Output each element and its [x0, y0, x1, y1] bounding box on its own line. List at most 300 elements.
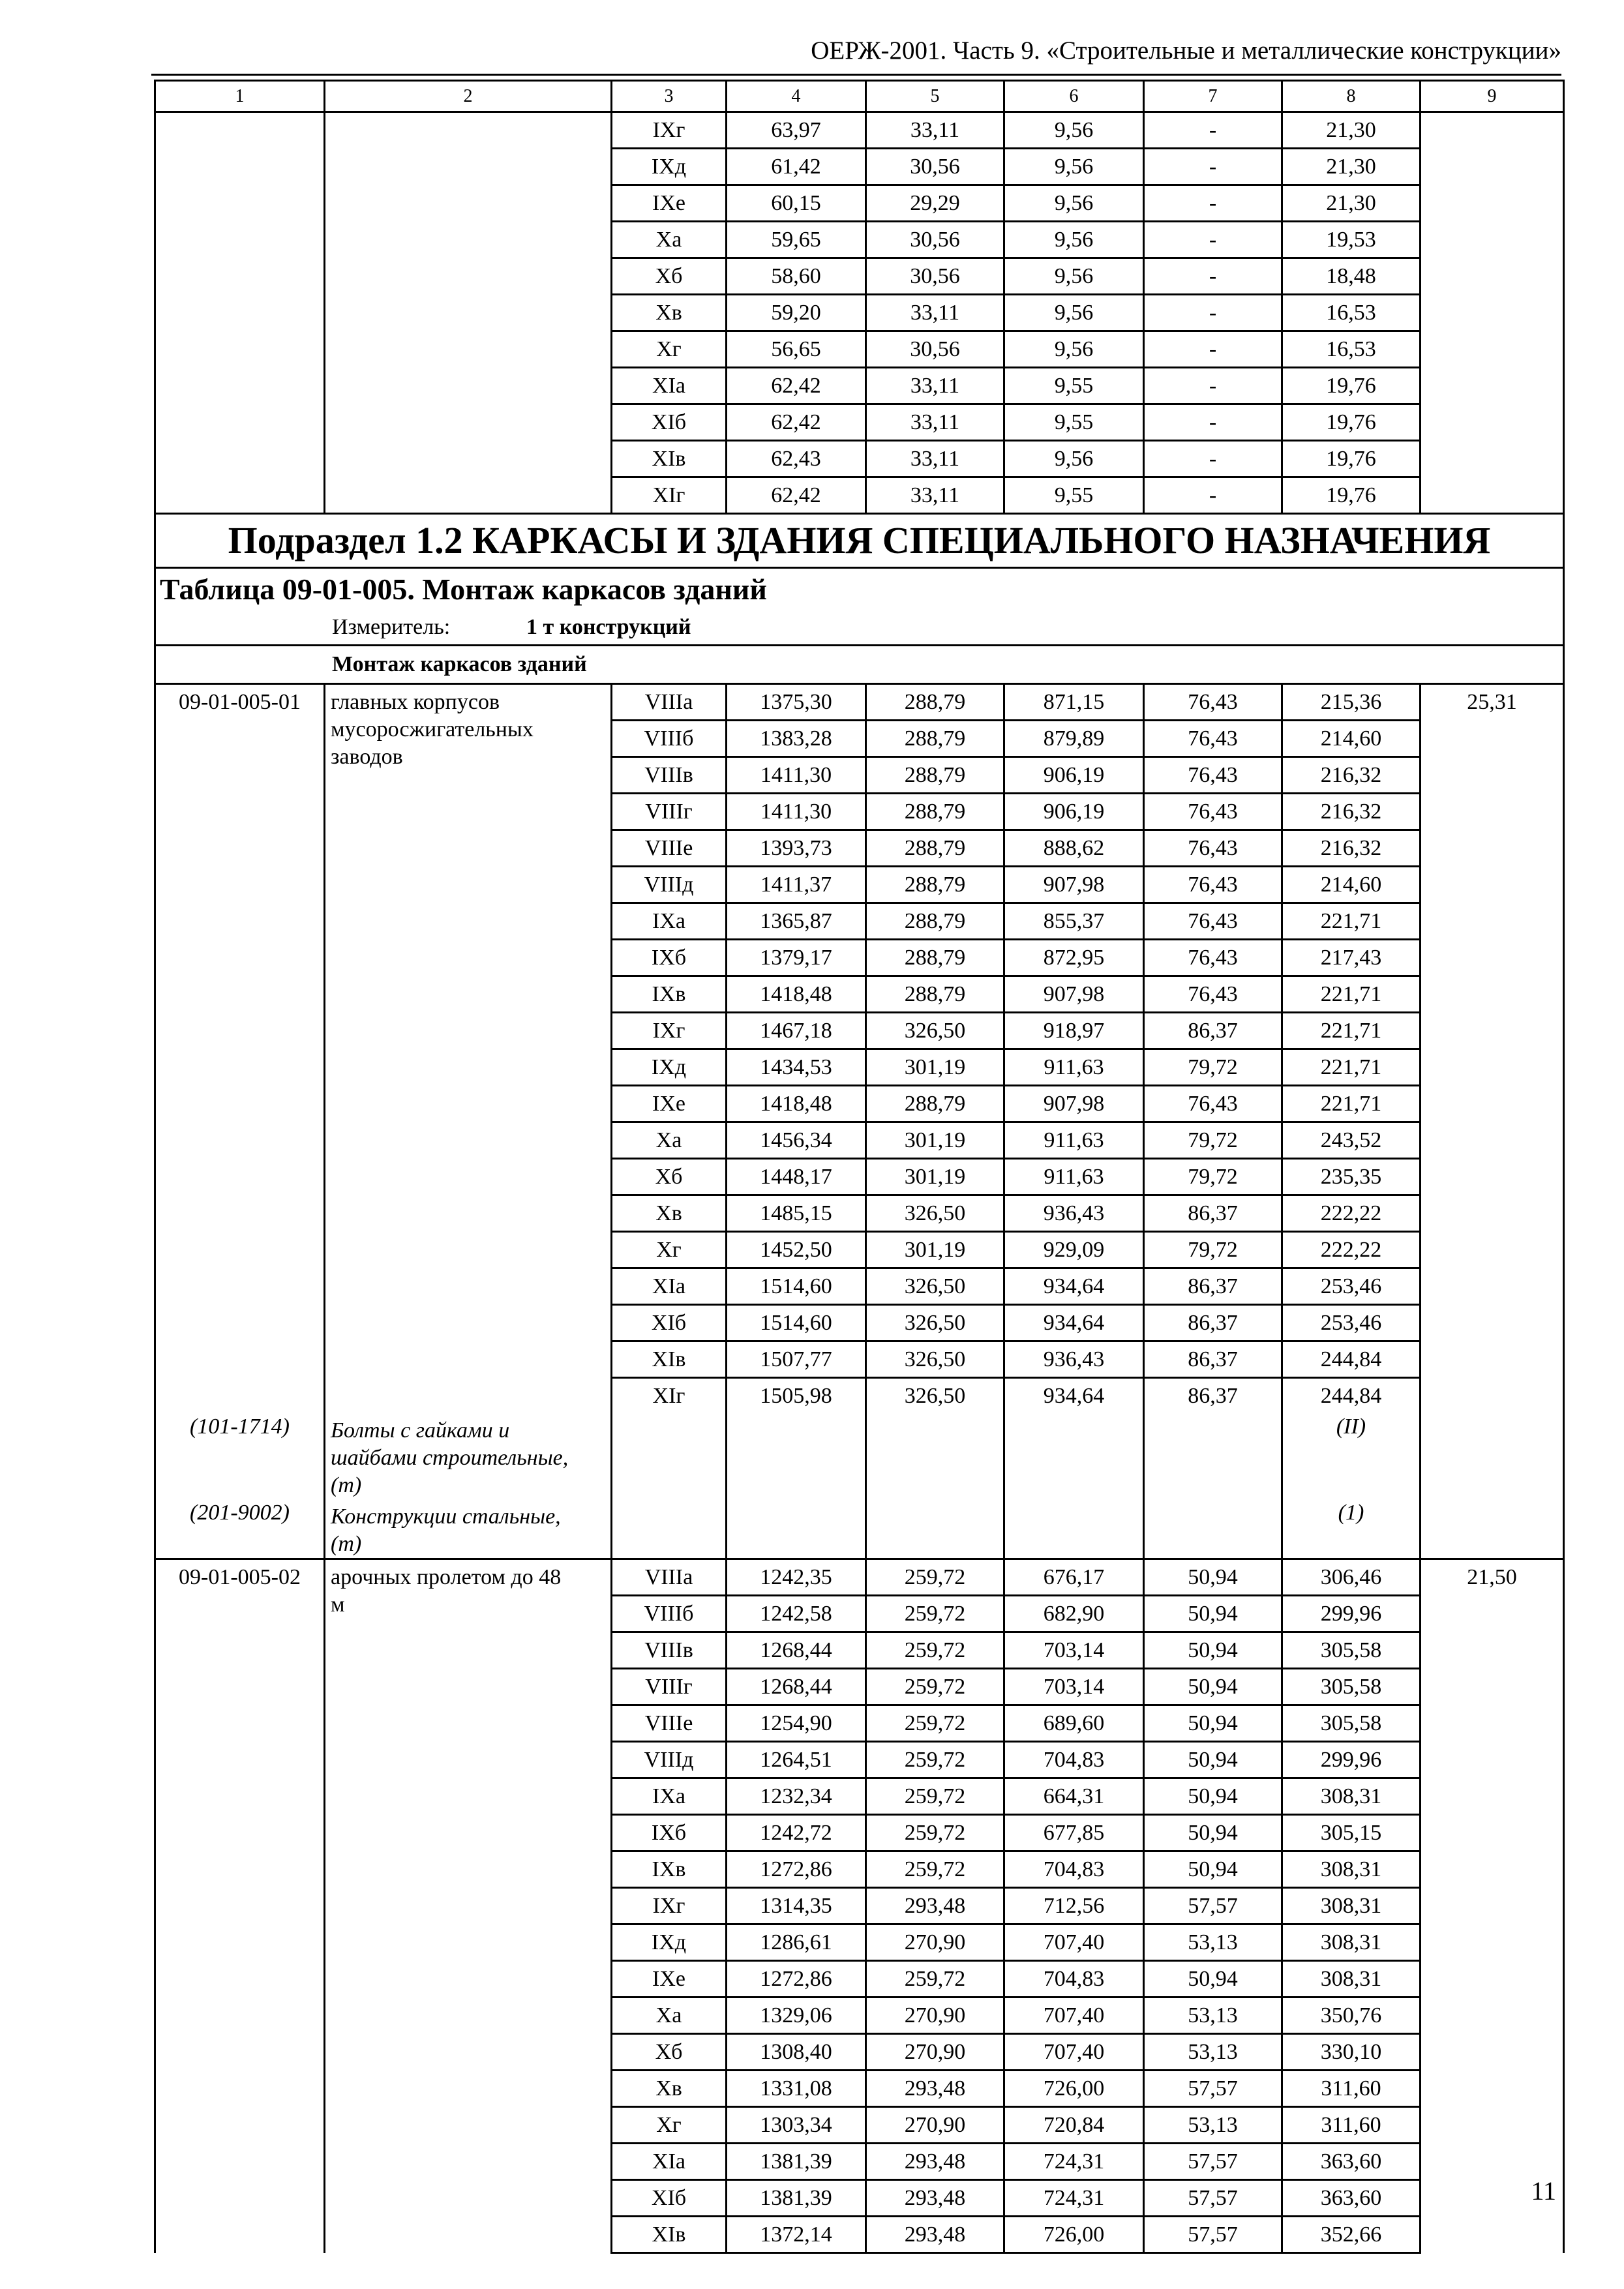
rate-name: [325, 1559, 612, 2253]
value-cell: 21,30: [1282, 112, 1421, 149]
zone-cell: IXе: [612, 1961, 727, 1997]
value-cell: 259,72: [866, 1559, 1004, 1596]
text-line: мусоросжигательных: [331, 717, 534, 741]
empty-cell: [1004, 1499, 1144, 1559]
resource-value: (1): [1282, 1499, 1421, 1559]
rates-table: [154, 80, 1565, 2254]
zone-cell: IXа: [612, 903, 727, 940]
value-cell: 79,72: [1144, 1232, 1282, 1268]
value-cell: 907,98: [1004, 976, 1144, 1013]
zone-cell: Xв: [612, 2071, 727, 2107]
subsection-title: Подраздел 1.2 КАРКАСЫ И ЗДАНИЯ СПЕЦИАЛЬНОГО НАЗНАЧЕНИЯ: [155, 514, 1564, 568]
table-title-row: [155, 568, 1564, 611]
zone-cell: Xв: [612, 1195, 727, 1232]
value-cell: 259,72: [866, 1778, 1004, 1815]
value-cell: 1507,77: [727, 1341, 866, 1378]
value-cell: 60,15: [727, 185, 866, 222]
value-cell: 33,11: [866, 441, 1004, 477]
value-cell: 76,43: [1144, 940, 1282, 976]
value-cell: 1411,30: [727, 794, 866, 830]
zone-cell: XIг: [612, 1378, 727, 1414]
value-cell: 9,56: [1004, 331, 1144, 368]
empty-cell: [866, 1413, 1004, 1499]
value-cell: 288,79: [866, 976, 1004, 1013]
value-cell: 929,09: [1004, 1232, 1144, 1268]
value-cell: 244,84: [1282, 1341, 1421, 1378]
zone-cell: VIIIв: [612, 757, 727, 794]
zone-cell: VIIIб: [612, 721, 727, 757]
value-cell: 33,11: [866, 477, 1004, 514]
value-cell: 707,40: [1004, 1924, 1144, 1961]
value-cell: 9,56: [1004, 295, 1144, 331]
zone-cell: IXг: [612, 112, 727, 149]
value-cell: 288,79: [866, 721, 1004, 757]
table-row: [155, 112, 1564, 149]
value-cell: -: [1144, 112, 1282, 149]
value-cell: 879,89: [1004, 721, 1144, 757]
value-cell: 76,43: [1144, 721, 1282, 757]
value-cell: 33,11: [866, 404, 1004, 441]
value-cell: 57,57: [1144, 2217, 1282, 2253]
zone-cell: VIIIа: [612, 684, 727, 721]
column-number: 1: [155, 81, 325, 112]
value-cell: -: [1144, 441, 1282, 477]
column-number: 5: [866, 81, 1004, 112]
value-cell: 259,72: [866, 1851, 1004, 1888]
value-cell: 222,22: [1282, 1195, 1421, 1232]
group-title-row: [155, 646, 1564, 684]
rate-code: 09-01-005-02: [155, 1559, 325, 2253]
zone-cell: IXб: [612, 940, 727, 976]
value-cell: 288,79: [866, 867, 1004, 903]
zone-cell: XIа: [612, 1268, 727, 1305]
value-cell: 86,37: [1144, 1378, 1282, 1414]
value-cell: 1303,34: [727, 2107, 866, 2144]
resource-name-text: [331, 1499, 610, 1558]
value-cell: 50,94: [1144, 1705, 1282, 1742]
value-cell: 9,55: [1004, 368, 1144, 404]
value-cell: 288,79: [866, 830, 1004, 867]
value-cell: 19,76: [1282, 477, 1421, 514]
rate-code: 09-01-005-01: [155, 684, 325, 1414]
value-cell: 726,00: [1004, 2071, 1144, 2107]
value-cell: 221,71: [1282, 1049, 1421, 1086]
value-cell: -: [1144, 185, 1282, 222]
empty-cell: [866, 1499, 1004, 1559]
value-cell: 19,76: [1282, 441, 1421, 477]
zone-cell: XIв: [612, 1341, 727, 1378]
zone-cell: IXе: [612, 1086, 727, 1122]
value-cell: 1452,50: [727, 1232, 866, 1268]
unit-value: 1 т конструкций: [526, 615, 691, 639]
value-cell: 50,94: [1144, 1632, 1282, 1669]
value-cell: 259,72: [866, 1742, 1004, 1778]
value-cell: 301,19: [866, 1232, 1004, 1268]
value-cell: 288,79: [866, 794, 1004, 830]
zone-cell: Xб: [612, 2034, 727, 2071]
value-cell: 259,72: [866, 1705, 1004, 1742]
value-cell: 308,31: [1282, 1851, 1421, 1888]
rate-name-text: [331, 1560, 610, 1619]
value-cell: 1411,30: [727, 757, 866, 794]
code-cell: [155, 112, 325, 514]
zone-cell: Xб: [612, 1159, 727, 1195]
value-cell: 1418,48: [727, 1086, 866, 1122]
zone-cell: Xа: [612, 1997, 727, 2034]
resource-name: [325, 1413, 612, 1499]
zone-cell: IXв: [612, 1851, 727, 1888]
column-number: 8: [1282, 81, 1421, 112]
value-cell: 682,90: [1004, 1596, 1144, 1632]
text-line: (т): [331, 1532, 362, 1556]
zone-cell: XIб: [612, 404, 727, 441]
value-cell: 311,60: [1282, 2071, 1421, 2107]
value-cell: 253,46: [1282, 1268, 1421, 1305]
empty-cell: [1144, 1499, 1282, 1559]
value-cell: 1381,39: [727, 2180, 866, 2217]
value-cell: 326,50: [866, 1195, 1004, 1232]
value-cell: 871,15: [1004, 684, 1144, 721]
value-cell: 50,94: [1144, 1669, 1282, 1705]
value-cell: 703,14: [1004, 1632, 1144, 1669]
value-cell: 216,32: [1282, 794, 1421, 830]
zone-cell: VIIIд: [612, 867, 727, 903]
value-cell: 911,63: [1004, 1049, 1144, 1086]
value-cell: 308,31: [1282, 1961, 1421, 1997]
value-cell: 936,43: [1004, 1341, 1144, 1378]
value-cell: 57,57: [1144, 2071, 1282, 2107]
zone-cell: IXе: [612, 185, 727, 222]
value-cell: 62,42: [727, 368, 866, 404]
value-cell: 33,11: [866, 368, 1004, 404]
value-cell: 62,42: [727, 404, 866, 441]
page-header: ОЕРЖ-2001. Часть 9. «Строительные и металлические конструкции»: [811, 37, 1561, 65]
value-cell: 214,60: [1282, 721, 1421, 757]
page-number: 11: [1531, 2176, 1556, 2206]
value-cell: 907,98: [1004, 867, 1144, 903]
value-cell: 57,57: [1144, 2144, 1282, 2180]
value-cell: 259,72: [866, 1815, 1004, 1851]
zone-cell: VIIIб: [612, 1596, 727, 1632]
value-cell: 76,43: [1144, 903, 1282, 940]
value-cell: 326,50: [866, 1305, 1004, 1341]
value-cell: 1514,60: [727, 1268, 866, 1305]
value-cell: 872,95: [1004, 940, 1144, 976]
header-rule: [151, 74, 1561, 76]
value-cell: 214,60: [1282, 867, 1421, 903]
value-cell: 216,32: [1282, 757, 1421, 794]
value-cell: 906,19: [1004, 757, 1144, 794]
value-cell: 1314,35: [727, 1888, 866, 1924]
text-line: главных корпусов: [331, 690, 500, 714]
value-cell: 9,56: [1004, 441, 1144, 477]
value-cell: 301,19: [866, 1049, 1004, 1086]
value-cell: 1242,58: [727, 1596, 866, 1632]
value-cell: 330,10: [1282, 2034, 1421, 2071]
value-cell: 299,96: [1282, 1742, 1421, 1778]
zone-cell: XIв: [612, 441, 727, 477]
value-cell: 57,57: [1144, 1888, 1282, 1924]
value-cell: 86,37: [1144, 1268, 1282, 1305]
value-cell: 1331,08: [727, 2071, 866, 2107]
value-cell: 1286,61: [727, 1924, 866, 1961]
col9-value: 21,50: [1421, 1559, 1564, 2253]
value-cell: 326,50: [866, 1268, 1004, 1305]
text-line: м: [331, 1593, 345, 1617]
value-cell: 62,43: [727, 441, 866, 477]
rate-name-text: [331, 685, 610, 771]
value-cell: 934,64: [1004, 1378, 1144, 1414]
value-cell: 305,58: [1282, 1669, 1421, 1705]
value-cell: -: [1144, 295, 1282, 331]
value-cell: -: [1144, 404, 1282, 441]
zone-cell: VIIIг: [612, 1669, 727, 1705]
zone-cell: IXд: [612, 1924, 727, 1961]
value-cell: 86,37: [1144, 1305, 1282, 1341]
value-cell: 259,72: [866, 1961, 1004, 1997]
value-cell: 712,56: [1004, 1888, 1144, 1924]
zone-cell: XIа: [612, 2144, 727, 2180]
zone-cell: IXг: [612, 1013, 727, 1049]
value-cell: 911,63: [1004, 1159, 1144, 1195]
empty-cell: [727, 1499, 866, 1559]
value-cell: 888,62: [1004, 830, 1144, 867]
value-cell: 33,11: [866, 295, 1004, 331]
value-cell: 664,31: [1004, 1778, 1144, 1815]
text-line: (т): [331, 1473, 362, 1497]
text-line: арочных пролетом до 48: [331, 1565, 562, 1589]
unit-row: [155, 610, 1564, 646]
value-cell: 243,52: [1282, 1122, 1421, 1159]
value-cell: 1264,51: [727, 1742, 866, 1778]
value-cell: -: [1144, 149, 1282, 185]
zone-cell: IXв: [612, 976, 727, 1013]
table-title: Таблица 09-01-005. Монтаж каркасов зданий: [155, 568, 1564, 611]
value-cell: 76,43: [1144, 867, 1282, 903]
zone-cell: Xб: [612, 258, 727, 295]
value-cell: 50,94: [1144, 1596, 1282, 1632]
value-cell: 293,48: [866, 2217, 1004, 2253]
value-cell: 707,40: [1004, 2034, 1144, 2071]
text-line: заводов: [331, 745, 403, 769]
empty-cell: [612, 1413, 727, 1499]
value-cell: 301,19: [866, 1159, 1004, 1195]
resource-name: [325, 1499, 612, 1559]
value-cell: 293,48: [866, 2071, 1004, 2107]
value-cell: 259,72: [866, 1632, 1004, 1669]
value-cell: 58,60: [727, 258, 866, 295]
zone-cell: IXд: [612, 149, 727, 185]
zone-cell: IXб: [612, 1815, 727, 1851]
value-cell: 1448,17: [727, 1159, 866, 1195]
value-cell: 1372,14: [727, 2217, 866, 2253]
rate-name: [325, 684, 612, 1414]
resource-value: (II): [1282, 1413, 1421, 1499]
value-cell: 1393,73: [727, 830, 866, 867]
value-cell: 76,43: [1144, 976, 1282, 1013]
column-number: 3: [612, 81, 727, 112]
value-cell: 86,37: [1144, 1013, 1282, 1049]
zone-cell: VIIIе: [612, 1705, 727, 1742]
column-number: 2: [325, 81, 612, 112]
value-cell: 53,13: [1144, 1997, 1282, 2034]
value-cell: 724,31: [1004, 2180, 1144, 2217]
value-cell: 308,31: [1282, 1924, 1421, 1961]
value-cell: 216,32: [1282, 830, 1421, 867]
value-cell: -: [1144, 368, 1282, 404]
value-cell: 1272,86: [727, 1851, 866, 1888]
value-cell: 50,94: [1144, 1851, 1282, 1888]
value-cell: 911,63: [1004, 1122, 1144, 1159]
value-cell: 30,56: [866, 258, 1004, 295]
value-cell: 301,19: [866, 1122, 1004, 1159]
value-cell: 308,31: [1282, 1778, 1421, 1815]
zone-cell: XIв: [612, 2217, 727, 2253]
value-cell: 29,29: [866, 185, 1004, 222]
value-cell: 918,97: [1004, 1013, 1144, 1049]
value-cell: 59,65: [727, 222, 866, 258]
value-cell: 1242,35: [727, 1559, 866, 1596]
value-cell: 9,56: [1004, 149, 1144, 185]
value-cell: 62,42: [727, 477, 866, 514]
value-cell: 1505,98: [727, 1378, 866, 1414]
value-cell: 326,50: [866, 1341, 1004, 1378]
value-cell: 724,31: [1004, 2144, 1144, 2180]
empty-cell: [727, 1413, 866, 1499]
zone-cell: Xг: [612, 331, 727, 368]
unit-cell: [155, 610, 1564, 646]
value-cell: 1514,60: [727, 1305, 866, 1341]
value-cell: 934,64: [1004, 1305, 1144, 1341]
value-cell: 19,76: [1282, 368, 1421, 404]
text-line: шайбами строительные,: [331, 1446, 569, 1470]
value-cell: -: [1144, 331, 1282, 368]
zone-cell: XIб: [612, 2180, 727, 2217]
value-cell: 677,85: [1004, 1815, 1144, 1851]
column-number: 6: [1004, 81, 1144, 112]
group-title: Монтаж каркасов зданий: [332, 652, 587, 676]
value-cell: 1242,72: [727, 1815, 866, 1851]
value-cell: 1381,39: [727, 2144, 866, 2180]
value-cell: 19,53: [1282, 222, 1421, 258]
value-cell: 293,48: [866, 1888, 1004, 1924]
value-cell: 1375,30: [727, 684, 866, 721]
value-cell: 215,36: [1282, 684, 1421, 721]
value-cell: 311,60: [1282, 2107, 1421, 2144]
resource-name-text: [331, 1413, 610, 1499]
value-cell: 906,19: [1004, 794, 1144, 830]
value-cell: 235,35: [1282, 1159, 1421, 1195]
value-cell: 76,43: [1144, 830, 1282, 867]
value-cell: 363,60: [1282, 2144, 1421, 2180]
value-cell: 704,83: [1004, 1851, 1144, 1888]
value-cell: 1485,15: [727, 1195, 866, 1232]
value-cell: 326,50: [866, 1378, 1004, 1414]
value-cell: 270,90: [866, 2107, 1004, 2144]
zone-cell: Xа: [612, 1122, 727, 1159]
resource-code: (101-1714): [155, 1413, 325, 1499]
value-cell: 9,56: [1004, 112, 1144, 149]
value-cell: 217,43: [1282, 940, 1421, 976]
column-number-row: [155, 81, 1564, 112]
empty-cell: [1004, 1413, 1144, 1499]
table-row: [155, 684, 1564, 721]
value-cell: 76,43: [1144, 1086, 1282, 1122]
value-cell: -: [1144, 258, 1282, 295]
value-cell: 703,14: [1004, 1669, 1144, 1705]
value-cell: 79,72: [1144, 1049, 1282, 1086]
value-cell: 363,60: [1282, 2180, 1421, 2217]
value-cell: 707,40: [1004, 1997, 1144, 2034]
value-cell: 259,72: [866, 1669, 1004, 1705]
value-cell: 1467,18: [727, 1013, 866, 1049]
value-cell: 9,56: [1004, 222, 1144, 258]
value-cell: 1434,53: [727, 1049, 866, 1086]
value-cell: 720,84: [1004, 2107, 1144, 2144]
value-cell: 293,48: [866, 2144, 1004, 2180]
column-number: 4: [727, 81, 866, 112]
value-cell: 934,64: [1004, 1268, 1144, 1305]
value-cell: 50,94: [1144, 1778, 1282, 1815]
value-cell: 1383,28: [727, 721, 866, 757]
zone-cell: XIб: [612, 1305, 727, 1341]
value-cell: 676,17: [1004, 1559, 1144, 1596]
value-cell: 326,50: [866, 1013, 1004, 1049]
value-cell: 308,31: [1282, 1888, 1421, 1924]
value-cell: 1254,90: [727, 1705, 866, 1742]
column-number: 7: [1144, 81, 1282, 112]
value-cell: 79,72: [1144, 1159, 1282, 1195]
zone-cell: VIIIа: [612, 1559, 727, 1596]
zone-cell: IXа: [612, 1778, 727, 1815]
value-cell: 86,37: [1144, 1341, 1282, 1378]
value-cell: 221,71: [1282, 903, 1421, 940]
zone-cell: VIIIв: [612, 1632, 727, 1669]
value-cell: 704,83: [1004, 1961, 1144, 1997]
value-cell: 50,94: [1144, 1815, 1282, 1851]
value-cell: 288,79: [866, 757, 1004, 794]
value-cell: 270,90: [866, 2034, 1004, 2071]
value-cell: 306,46: [1282, 1559, 1421, 1596]
value-cell: 56,65: [727, 331, 866, 368]
value-cell: 86,37: [1144, 1195, 1282, 1232]
value-cell: 253,46: [1282, 1305, 1421, 1341]
value-cell: 1418,48: [727, 976, 866, 1013]
value-cell: 305,58: [1282, 1632, 1421, 1669]
value-cell: 305,58: [1282, 1705, 1421, 1742]
value-cell: 222,22: [1282, 1232, 1421, 1268]
value-cell: 293,48: [866, 2180, 1004, 2217]
value-cell: 288,79: [866, 1086, 1004, 1122]
value-cell: 1272,86: [727, 1961, 866, 1997]
col9-value: 25,31: [1421, 684, 1564, 1559]
value-cell: 50,94: [1144, 1961, 1282, 1997]
name-cell: [325, 112, 612, 514]
value-cell: 288,79: [866, 940, 1004, 976]
col9-cell: [1421, 112, 1564, 514]
value-cell: 1411,37: [727, 867, 866, 903]
zone-cell: VIIIг: [612, 794, 727, 830]
value-cell: 63,97: [727, 112, 866, 149]
value-cell: 53,13: [1144, 1924, 1282, 1961]
value-cell: 689,60: [1004, 1705, 1144, 1742]
value-cell: 16,53: [1282, 295, 1421, 331]
value-cell: 221,71: [1282, 1013, 1421, 1049]
empty-cell: [1144, 1413, 1282, 1499]
value-cell: 57,57: [1144, 2180, 1282, 2217]
value-cell: 1268,44: [727, 1669, 866, 1705]
value-cell: 244,84: [1282, 1378, 1421, 1414]
